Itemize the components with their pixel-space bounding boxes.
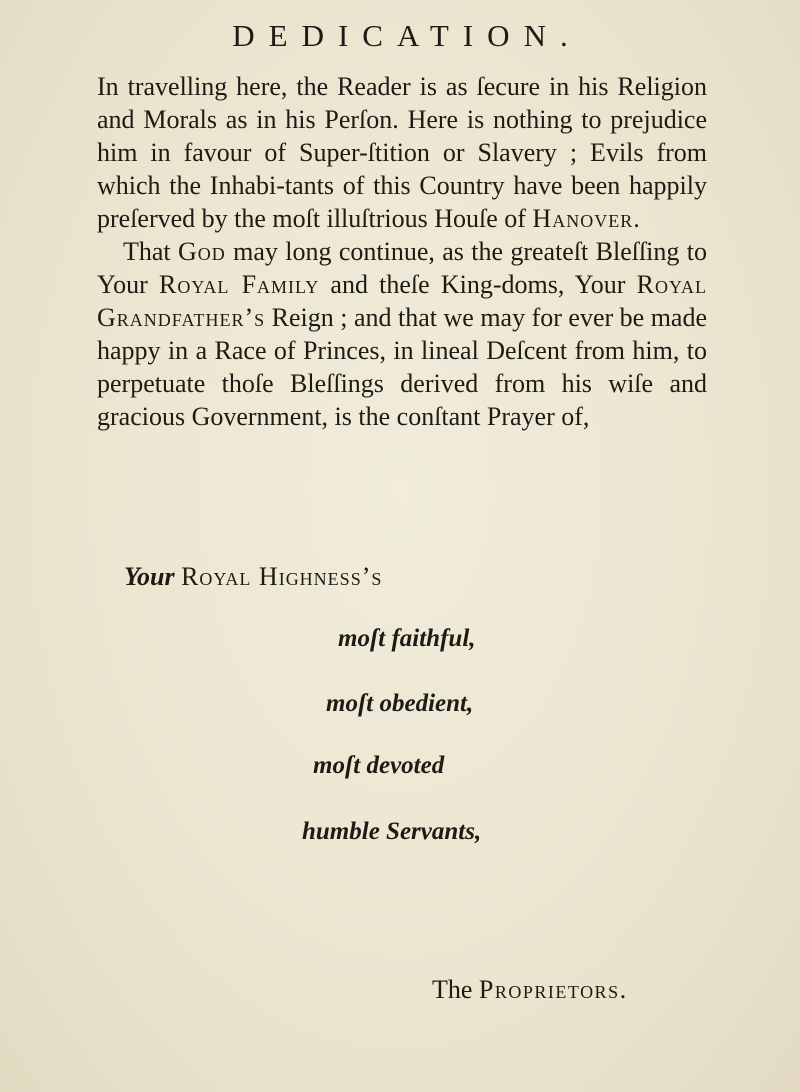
paragraph-2 [97, 235, 707, 433]
paragraph-1 [97, 70, 707, 235]
page-heading: DEDICATION. [232, 18, 582, 53]
royal-family: Royal Family [159, 270, 320, 299]
signature-proprietors: Proprietors. [478, 975, 628, 1004]
paragraph-2-text-d: Reign ; and that we may for ever be made happy in a Race of Princes, in lineal Deſcent from him, to perpetuate thoſe Bleſſings derived from his wiſe and gracious Government, is the conſtant Prayer of, [97, 303, 707, 431]
dedication-body [97, 70, 707, 433]
paragraph-1-text-a: In travelling here, the Reader is as ſecure in his Religion and Morals as in his Perſon. Here is nothing to prejudice him in favour of Super-ſtition or Slavery ; Evils from which the Inhabi-tants of this Country have been happily preſerved by the moſt illuſtrious Houſe of [97, 72, 707, 233]
paragraph-2-text-c: and theſe King-doms, Your [319, 270, 637, 299]
paragraph-1-text-b: . [633, 204, 640, 233]
closing-line-faithful: moſt faithful, [338, 625, 476, 652]
closing-your: Your [124, 562, 175, 591]
signature-the: The [432, 975, 479, 1004]
closing-royal-highness: Royal Highness’s [181, 562, 383, 591]
signature [432, 975, 628, 1005]
paragraph-2-text-b: may long continue, as the greateſt Bleſſing to Your [97, 237, 707, 299]
closing-line-obedient: moſt obedient, [326, 690, 474, 717]
house-name: Hanover [532, 204, 634, 233]
closing-line-servants: humble Servants, [302, 818, 482, 845]
royal-grandfather: Royal Grandfather’s [97, 270, 707, 332]
god-word: God [178, 237, 226, 266]
paragraph-2-text-a: That [123, 237, 178, 266]
closing-line-devoted: moſt devoted [313, 752, 445, 779]
closing-salutation [0, 562, 800, 592]
